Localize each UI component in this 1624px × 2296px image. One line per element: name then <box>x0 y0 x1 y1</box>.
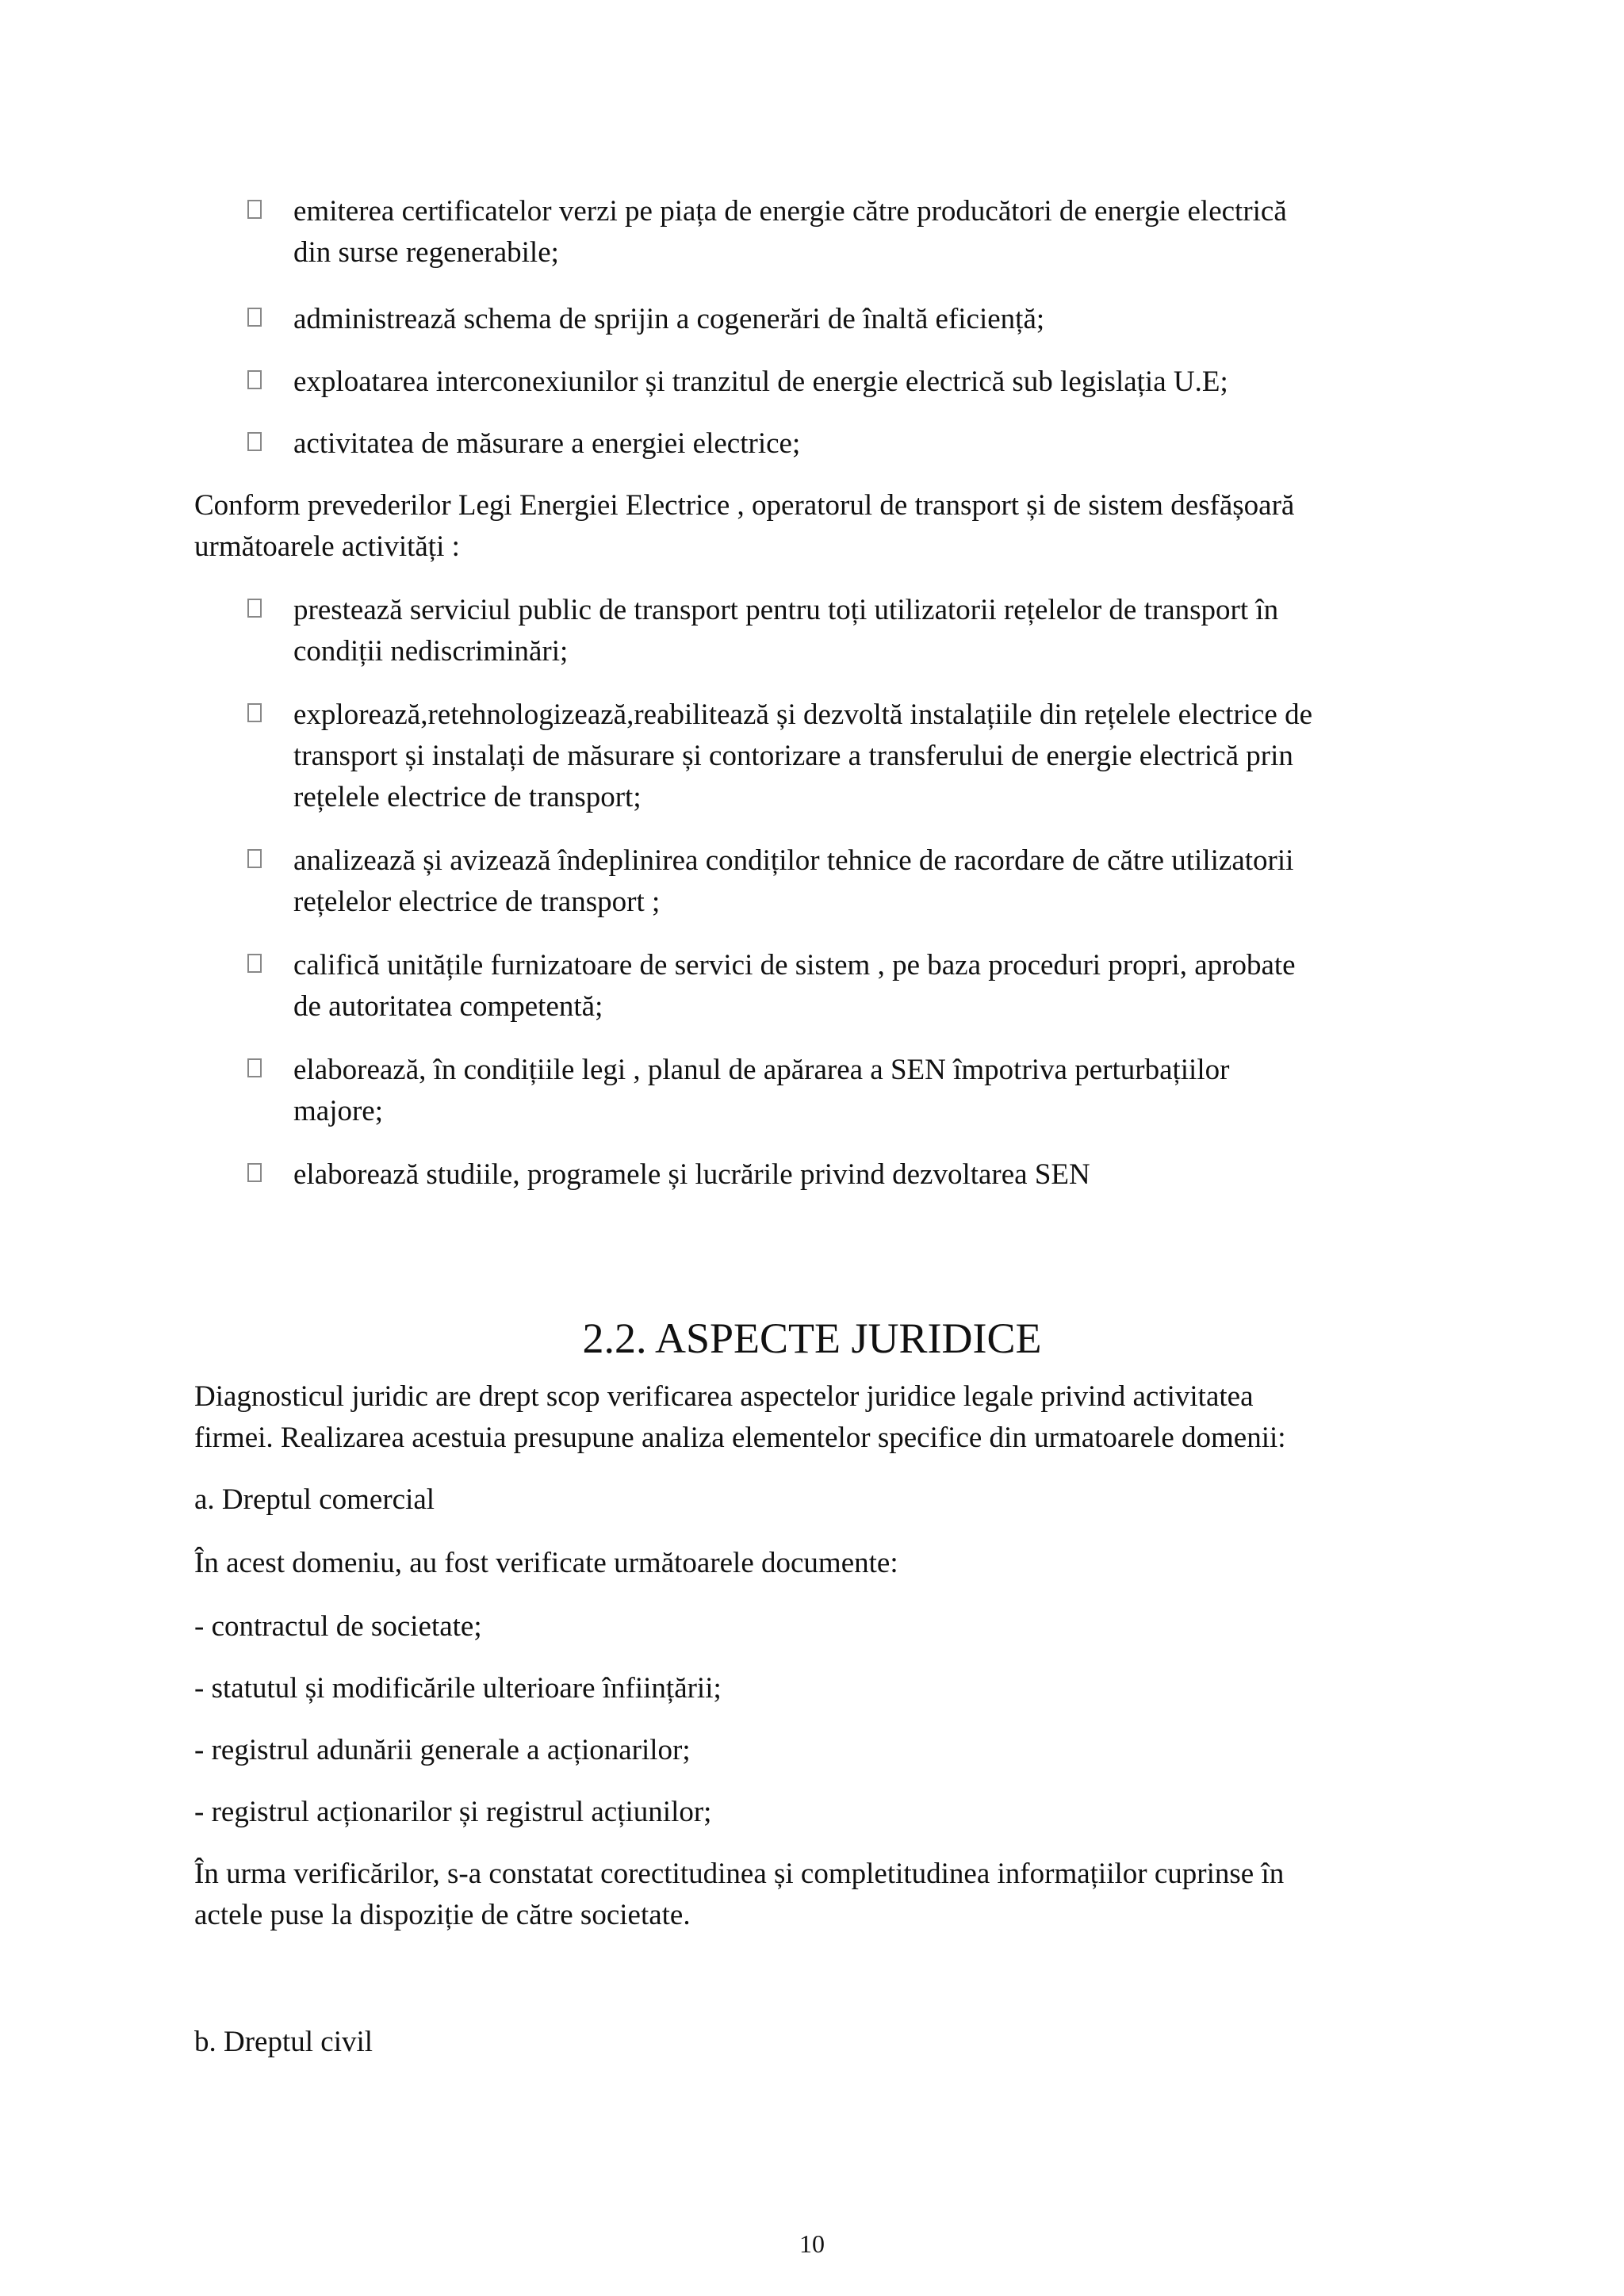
list-item-line: califică unitățile furnizatoare de servici de sistem , pe baza proceduri propri, aprobate <box>293 949 1296 982</box>
list-item-line: majore; <box>293 1095 384 1127</box>
document-list-item: - contractul de societate; <box>194 1610 482 1643</box>
bullet-box-icon <box>247 849 262 868</box>
list-item-line: elaborează, în condițiile legi , planul de apărarea a SEN împotriva perturbațiilor <box>293 1054 1230 1086</box>
bullet-box-icon <box>247 1163 262 1182</box>
list-item-line: administrează schema de sprijin a cogenerări de înaltă eficiență; <box>293 303 1045 335</box>
list-item-line: rețelele electrice de transport; <box>293 781 642 813</box>
subsection-title: a. Dreptul comercial <box>194 1483 435 1516</box>
paragraph-line: În urma verificărilor, s-a constatat corectitudinea și completitudinea informațiilor cuprinse în <box>194 1858 1285 1890</box>
bullet-box-icon <box>247 954 262 973</box>
list-item-line: de autoritatea competentă; <box>293 990 603 1023</box>
list-item-line: rețelelor electrice de transport ; <box>293 886 661 918</box>
page-number: 10 <box>799 2229 825 2258</box>
bullet-box-icon <box>247 432 262 451</box>
paragraph-line: Diagnosticul juridic are drept scop verificarea aspectelor juridice legale privind activitatea <box>194 1380 1254 1413</box>
list-item-line: activitatea de măsurare a energiei electrice; <box>293 427 801 460</box>
section-heading: 2.2. ASPECTE JURIDICE <box>582 1314 1042 1362</box>
list-item-line: condiții nediscriminări; <box>293 635 569 668</box>
paragraph-line: actele puse la dispoziție de către societate. <box>194 1899 691 1931</box>
list-item-line: exploatarea interconexiunilor și tranzitul de energie electrică sub legislația U.E; <box>293 365 1228 398</box>
list-item-line: elaborează studiile, programele și lucrările privind dezvoltarea SEN <box>293 1158 1090 1191</box>
bullet-box-icon <box>247 200 262 219</box>
list-item-line: transport și instalați de măsurare și contorizare a transferului de energie electrică prin <box>293 740 1293 772</box>
bullet-box-icon <box>247 703 262 722</box>
list-item-line: analizează și avizează îndeplinirea condiților tehnice de racordare de către utilizatorii <box>293 844 1294 877</box>
document-list-item: - registrul acționarilor și registrul acțiunilor; <box>194 1796 712 1828</box>
bullet-box-icon <box>247 308 262 327</box>
bullet-box-icon <box>247 1058 262 1077</box>
paragraph-line: firmei. Realizarea acestuia presupune analiza elementelor specifice din urmatoarele domenii: <box>194 1422 1286 1454</box>
bullet-box-icon <box>247 370 262 389</box>
list-item-line: prestează serviciul public de transport pentru toți utilizatorii rețelelor de transport în <box>293 594 1279 626</box>
paragraph-line: următoarele activități : <box>194 530 460 563</box>
document-list-item: - statutul și modificările ulterioare înființării; <box>194 1672 722 1705</box>
document-list-item: - registrul adunării generale a acționarilor; <box>194 1734 691 1766</box>
paragraph-line: Conform prevederilor Legi Energiei Electrice , operatorul de transport și de sistem desfășoară <box>194 489 1295 522</box>
paragraph-line: În acest domeniu, au fost verificate următoarele documente: <box>194 1547 898 1579</box>
list-item-line: din surse regenerabile; <box>293 236 559 269</box>
subsection-title: b. Dreptul civil <box>194 2026 373 2058</box>
list-item-line: emiterea certificatelor verzi pe piața de energie către producători de energie electrică <box>293 195 1287 228</box>
bullet-box-icon <box>247 599 262 618</box>
list-item-line: explorează,retehnologizează,reabilitează și dezvoltă instalațiile din rețelele electrice de <box>293 698 1313 731</box>
